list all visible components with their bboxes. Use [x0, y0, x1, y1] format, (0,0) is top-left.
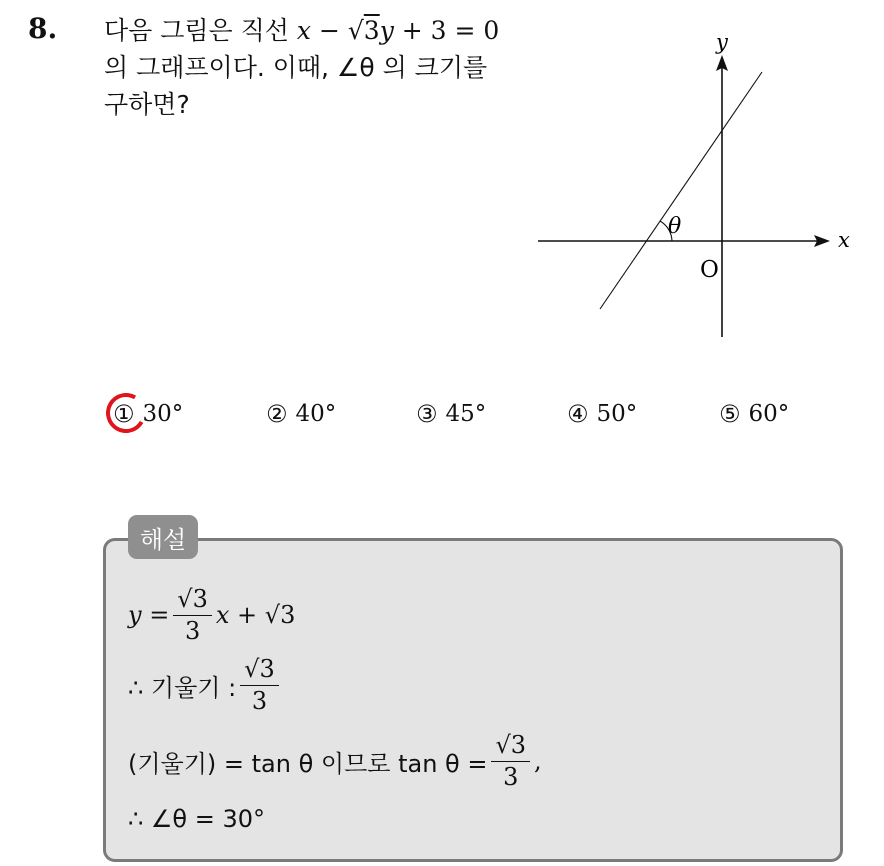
question-line1-prefix: 다음 그림은 직선: [104, 16, 297, 45]
line-graph: [520, 25, 860, 355]
choice-5-value: 60°: [748, 401, 790, 427]
sol2-denominator: 3: [251, 687, 268, 715]
choice-1-value: 30°: [142, 401, 184, 427]
sol2-fraction: [240, 655, 279, 715]
sol2-numerator: √3: [240, 655, 279, 686]
solution-tag: 해설: [128, 515, 198, 559]
eq-sqrt: [348, 16, 380, 45]
solution-line-1: [128, 585, 295, 645]
sol2-prefix: ∴ 기울기 :: [128, 673, 237, 702]
choice-2-marker: ②: [266, 400, 288, 428]
sol1-rhs: √3: [264, 601, 296, 629]
sol3-numerator: √3: [491, 731, 530, 762]
choice-3-value: 45°: [445, 401, 487, 427]
sol3-denominator: 3: [503, 763, 519, 791]
choice-1-marker: [113, 400, 135, 428]
sol1-denominator: 3: [184, 617, 201, 645]
answer-choices: [0, 400, 884, 440]
angle-label: θ: [668, 214, 682, 239]
origin-label: O: [700, 257, 719, 283]
sol3-suffix: ,: [534, 747, 542, 775]
x-axis-label: x: [838, 228, 850, 252]
sol1-lhs: y =: [128, 601, 170, 629]
y-axis-label: y: [716, 30, 728, 54]
eq-sqrt-arg: 3: [363, 16, 380, 45]
selected-answer-mark: [102, 389, 151, 438]
eq-y: y: [379, 16, 394, 45]
question-line-2: 의 그래프이다. 이때, ∠θ 의 크기를: [104, 53, 488, 82]
choice-3-marker: ③: [416, 400, 438, 428]
solution-line-2: [128, 655, 283, 715]
choice-1[interactable]: [113, 400, 183, 428]
choice-1-marker-text: ①: [113, 400, 135, 428]
question-text: [104, 12, 524, 123]
solution-box: [103, 538, 843, 862]
question-line-3: 구하면?: [104, 90, 190, 119]
sol1-mid: x +: [215, 601, 258, 629]
eq-rest: + 3 = 0: [393, 16, 500, 45]
choice-2[interactable]: [266, 400, 336, 428]
question-number: 8.: [28, 12, 58, 45]
sol1-fraction: [173, 585, 212, 645]
question-line-1: [104, 12, 524, 49]
eq-minus: −: [311, 16, 348, 45]
choice-3[interactable]: [416, 400, 486, 428]
choice-4-value: 50°: [596, 401, 638, 427]
choice-2-value: 40°: [295, 401, 337, 427]
sol3-prefix: (기울기) = tan θ 이므로 tan θ =: [128, 749, 488, 778]
solution-line-3: [128, 731, 542, 791]
sol3-fraction: [491, 731, 530, 791]
graph-line: [600, 72, 762, 309]
choice-4[interactable]: [567, 400, 637, 428]
sol4-text: ∴ ∠θ = 30°: [128, 805, 266, 833]
choice-4-marker: ④: [567, 400, 589, 428]
sol1-numerator: √3: [173, 585, 212, 616]
choice-5-marker: ⑤: [719, 400, 741, 428]
eq-sqrt-symbol: √: [347, 16, 364, 45]
eq-x: x: [296, 16, 312, 45]
choice-5[interactable]: [719, 400, 789, 428]
solution-line-4: [128, 805, 265, 833]
